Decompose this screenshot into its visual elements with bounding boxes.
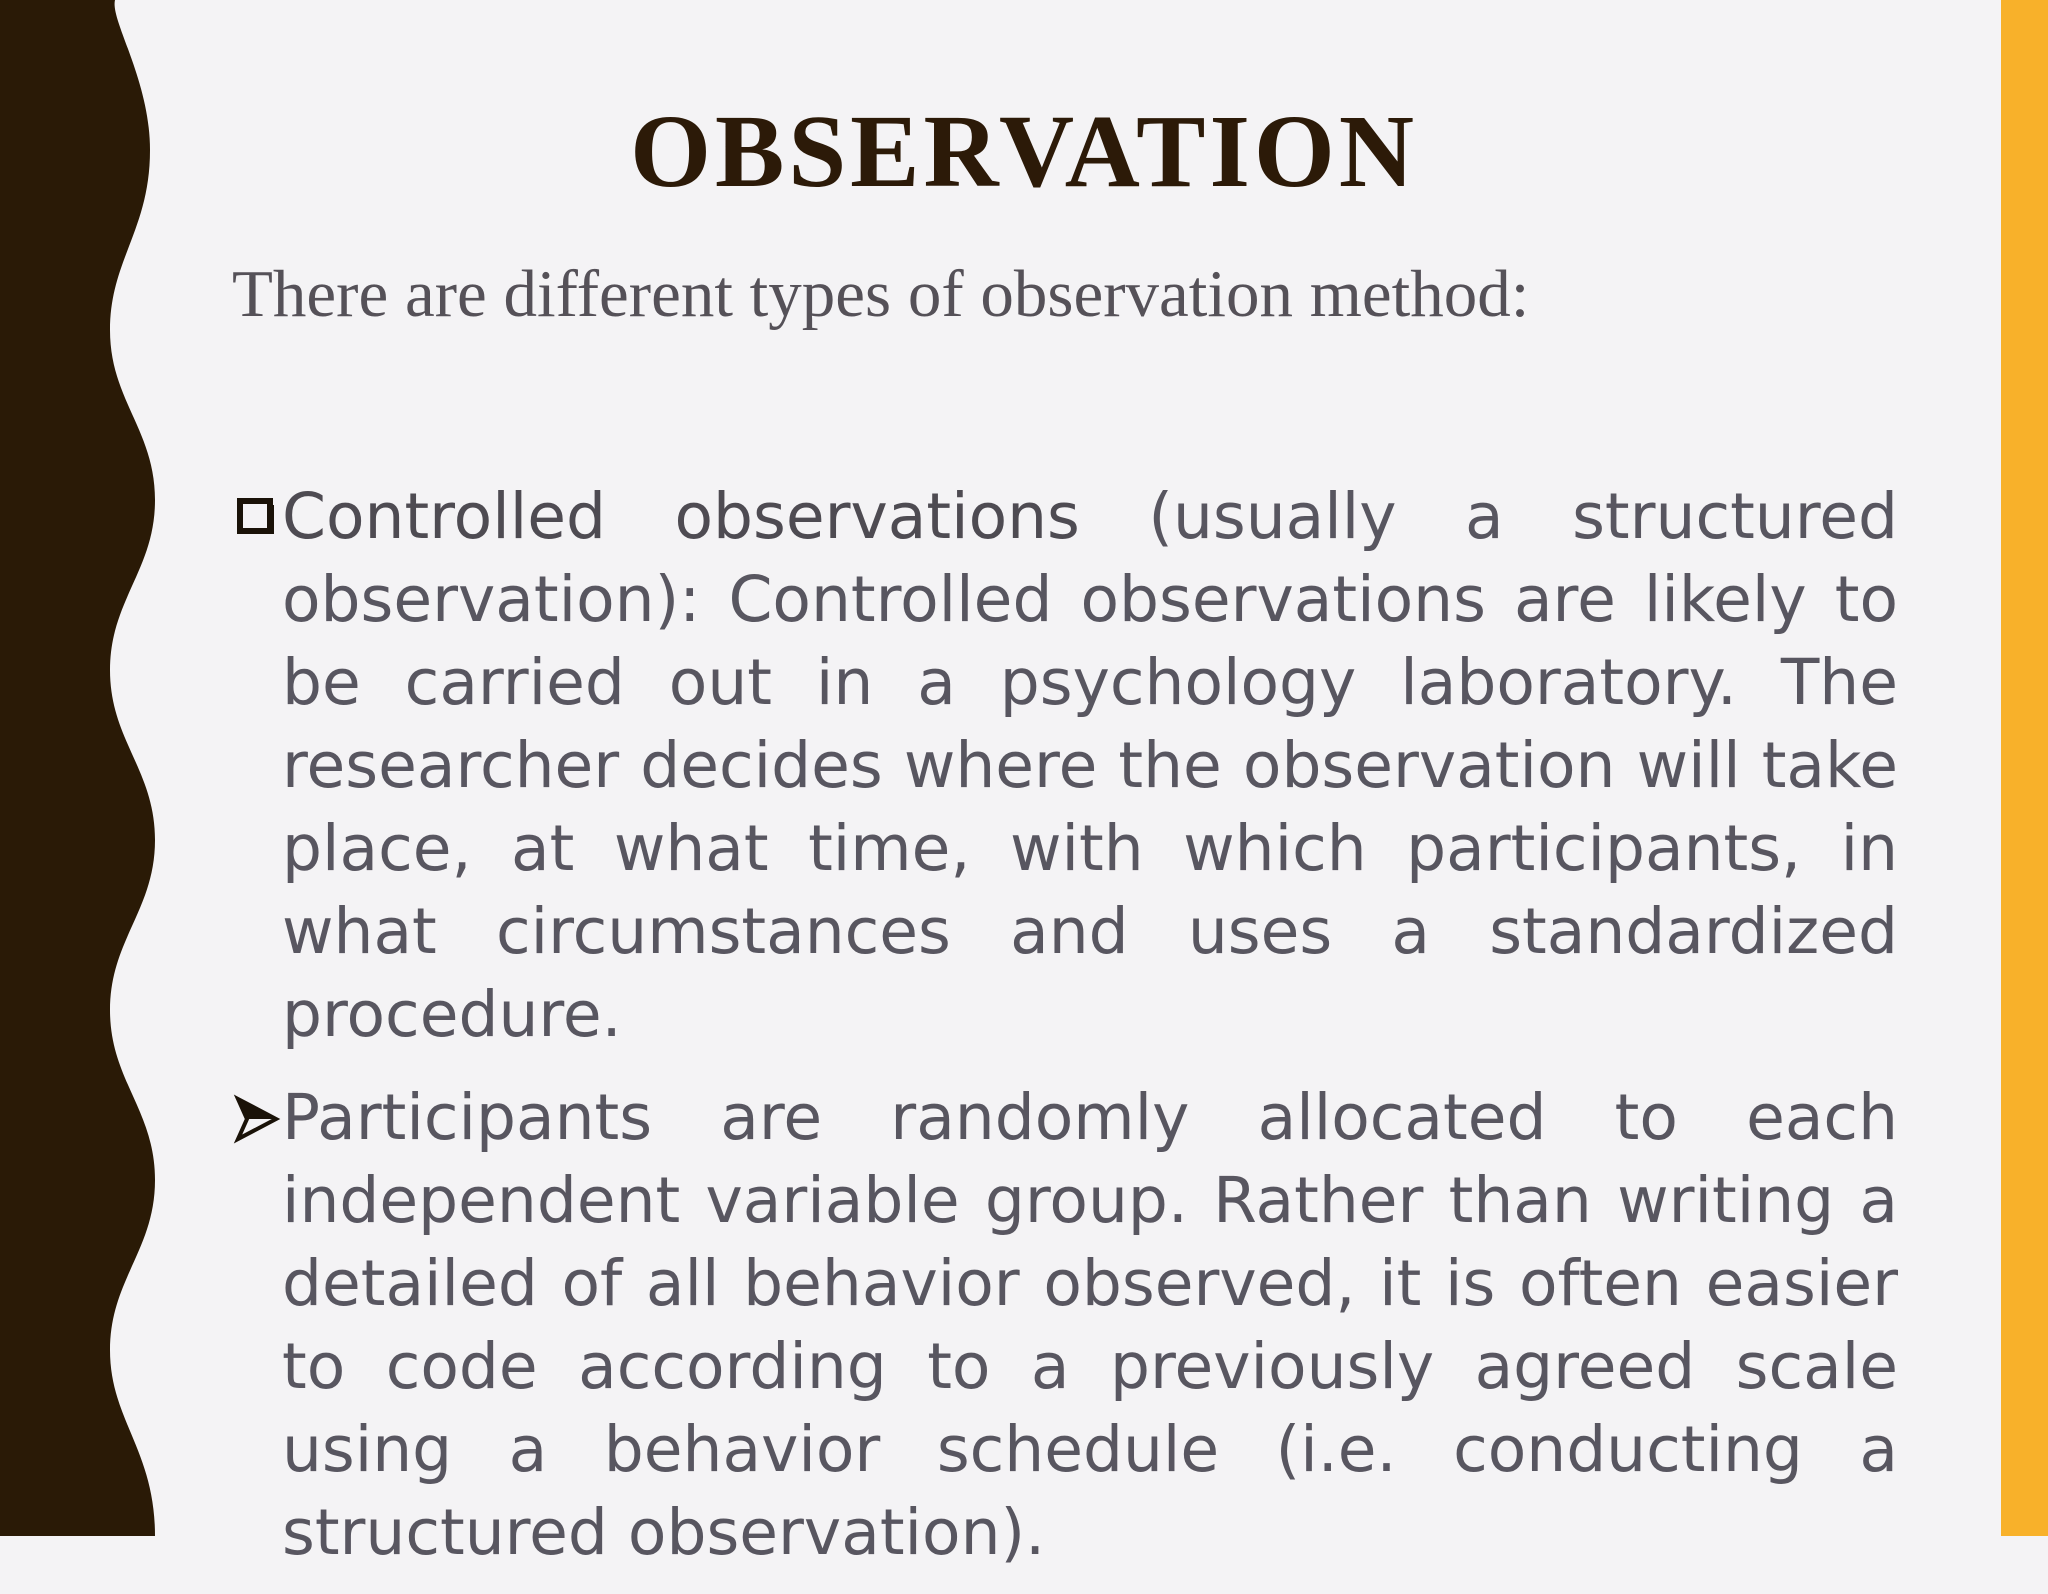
bullet-lead-term: Controlled observations	[282, 480, 1080, 553]
bullet-text: (usually a structured observation): Controlled observations are likely to be carried out in a psychology laboratory. The researcher decides where the observation will take place, at what time, with which participants, in what circumstances and uses a standardized procedure.	[282, 480, 1899, 1051]
arrow-bullet-icon	[232, 1089, 282, 1149]
bullet-text: Participants are randomly allocated to each independent variable group. Rather than writing a detailed of all behavior observed, it is often easier to code according to a previously agreed scale using a behavior schedule (i.e. conducting a structured observation).	[282, 1081, 1898, 1569]
intro-text: There are different types of observation method:	[232, 257, 1530, 331]
accent-band	[2001, 0, 2048, 1536]
bullet-controlled-observations	[232, 475, 1898, 1056]
bullet-list	[232, 475, 1898, 1594]
bullet-participants	[232, 1076, 1898, 1574]
decorative-wave-band	[0, 0, 170, 1536]
slide-title: OBSERVATION	[630, 94, 1418, 209]
checkbox-icon	[232, 488, 282, 548]
